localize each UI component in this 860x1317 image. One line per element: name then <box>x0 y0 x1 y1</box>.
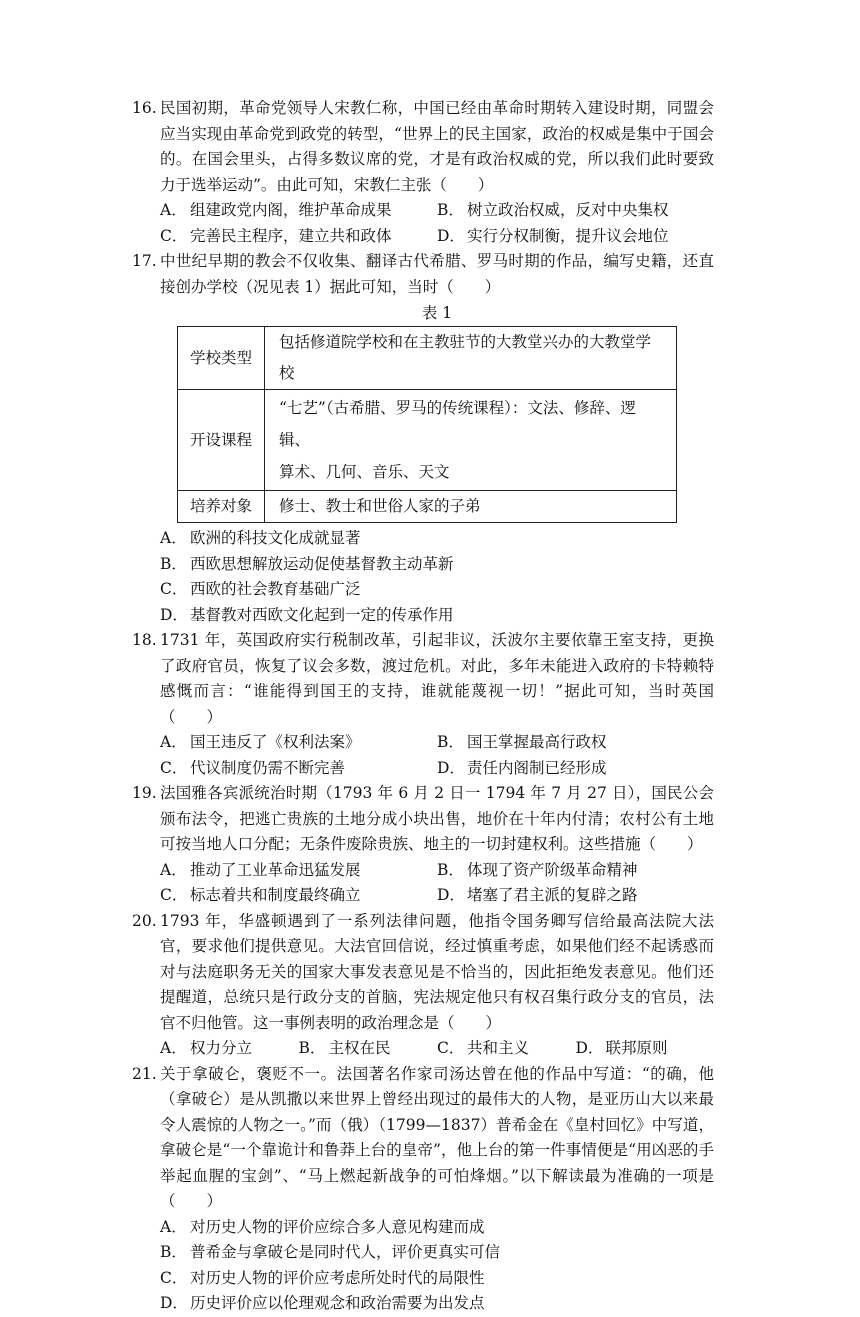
table-header-cell: 学校类型 <box>178 327 265 390</box>
options <box>160 730 714 781</box>
question-21 <box>132 1062 714 1317</box>
question-number: 17. <box>132 252 157 270</box>
question-20 <box>132 909 714 1062</box>
option-d[interactable]: D． 联邦原则 <box>575 1039 668 1057</box>
table-cell-line: “七艺”（古希腊、罗马的传统课程）：文法、修辞、逻辑、 <box>279 399 636 449</box>
option-c[interactable]: C． 完善民主程序，建立共和政体 <box>160 226 392 245</box>
option-b[interactable]: B． 西欧思想解放运动促使基督教主动革新 <box>160 554 454 573</box>
question-number: 19. <box>132 784 157 802</box>
option-d[interactable]: D． 责任内阁制已经形成 <box>437 758 607 777</box>
option-b[interactable]: B． 国王掌握最高行政权 <box>437 733 607 751</box>
table-header-cell: 开设课程 <box>178 390 265 491</box>
table-cell: 包括修道院学校和在主教驻节的大教堂兴办的大教堂学校 <box>265 327 677 390</box>
option-a[interactable]: A． 国王违反了《权利法案》 <box>160 733 361 751</box>
option-a[interactable]: A． 对历史人物的评价应综合多人意见构建而成 <box>160 1217 485 1236</box>
exam-page <box>132 96 714 1317</box>
question-stem: 中世纪早期的教会不仅收集、翻译古代希腊、罗马时期的作品，编写史籍，还直接创办学校（况见表 1）据此可知，当时（ ） <box>160 252 714 296</box>
table-cell: 修士、教士和世俗人家的子弟 <box>265 491 677 523</box>
options <box>160 1215 714 1317</box>
table-caption: 表 1 <box>421 304 453 322</box>
question-16 <box>132 96 714 249</box>
option-d[interactable]: D． 实行分权制衡，提升议会地位 <box>437 226 669 245</box>
table-header-cell: 培养对象 <box>178 491 265 523</box>
options <box>160 198 714 249</box>
option-c[interactable]: C． 标志着共和制度最终确立 <box>160 886 361 904</box>
question-19 <box>132 781 714 909</box>
option-b[interactable]: B． 普希金与拿破仑是同时代人，评价更真实可信 <box>160 1243 501 1261</box>
option-a[interactable]: A． 推动了工业革命迅猛发展 <box>160 860 361 879</box>
question-18 <box>132 628 714 781</box>
question-17 <box>132 249 714 628</box>
option-b[interactable]: B． 树立政治权威，反对中央集权 <box>437 201 669 219</box>
option-a[interactable]: A． 欧洲的科技文化成就显著 <box>160 529 361 547</box>
option-c[interactable]: C． 共和主义 <box>437 1039 530 1057</box>
question-stem: 法国雅各宾派统治时期（1793 年 6 月 2 日一 1794 年 7 月 27 日），国民公会颁布法令，把逃亡贵族的土地分成小块出售，地价在十年内付清；农村公有土地可按当地人口分配；无条件废除贵族、地主的一切封建权利。这些措施（ ） <box>160 784 714 853</box>
option-d[interactable]: D． 基督教对西欧文化起到一定的传承作用 <box>160 605 454 624</box>
table-cell <box>265 390 677 491</box>
table-cell-line: 算术、几何、音乐、天文 <box>279 463 450 481</box>
option-a[interactable]: A． 权力分立 <box>160 1039 253 1057</box>
question-stem: 民国初期，革命党领导人宋教仁称，中国已经由革命时期转入建设时期，同盟会应当实现由革命党到政党的转型，“世界上的民主国家，政治的权威是集中于国会的。在国会里头，占得多数议席的党，才是有政治权威的党，所以我们此时要致力于选举运动”。由此可知，宋教仁主张（ ） <box>160 99 714 194</box>
option-d[interactable]: D． 历史评价应以伦理观念和政治需要为出发点 <box>160 1294 485 1312</box>
question-stem: 1793 年，华盛顿遇到了一系列法律问题，他指令国务卿写信给最高法院大法官，要求他们提供意见。大法官回信说，经过慎重考虑，如果他们经不起诱惑而对与法庭职务无关的国家大事发表意见是不恰当的，因此拒绝发表意见。他们还提醒道，总统只是行政分支的首脑，宪法规定他只有权召集行政分支的官员，法官不归他管。这一事例表明的政治理念是（ ） <box>160 911 714 1032</box>
option-b[interactable]: B． 体现了资产阶级革命精神 <box>437 860 638 879</box>
data-table <box>177 326 677 523</box>
option-c[interactable]: C． 西欧的社会教育基础广泛 <box>160 580 361 598</box>
table-row <box>178 327 677 390</box>
question-number: 21. <box>132 1064 157 1083</box>
option-b[interactable]: B． 主权在民 <box>298 1039 391 1057</box>
question-stem: 关于拿破仑，褒贬不一。法国著名作家司汤达曾在他的作品中写道：“的确，他（拿破仑）是从凯撒以来世界上曾经出现过的最伟大的人物，是亚历山大以来最令人震惊的人物之一。”而（俄）（1799—1837）普希金在《皇村回忆》中写道，拿破仑是“一个靠诡计和鲁莽上台的皇帝”，他上台的第一件事情便是“用凶恶的手举起血腥的宝剑”、“马上燃起新战争的可怕烽烟。”以下解读最为准确的一项是（ ） <box>160 1064 714 1210</box>
table-row <box>178 491 677 523</box>
question-number: 18. <box>132 631 157 649</box>
question-number: 20. <box>132 911 157 930</box>
option-a[interactable]: A． 组建政党内阁，维护革命成果 <box>160 201 392 219</box>
options <box>160 526 714 628</box>
option-d[interactable]: D． 堵塞了君主派的复辟之路 <box>437 886 638 904</box>
option-c[interactable]: C． 对历史人物的评价应考虑所处时代的局限性 <box>160 1268 485 1287</box>
question-stem: 1731 年，英国政府实行税制改革，引起非议，沃波尔主要依靠王室支持，更换了政府官员，恢复了议会多数，渡过危机。对此，多年未能进入政府的卡特赖特感慨而言：“谁能得到国王的支持，谁就能蔑视一切！”据此可知，当时英国（ ） <box>160 631 714 726</box>
option-c[interactable]: C． 代议制度仍需不断完善 <box>160 758 346 777</box>
table-row <box>178 390 677 491</box>
question-number: 16. <box>132 99 157 117</box>
options <box>160 1036 714 1062</box>
options <box>160 858 714 909</box>
